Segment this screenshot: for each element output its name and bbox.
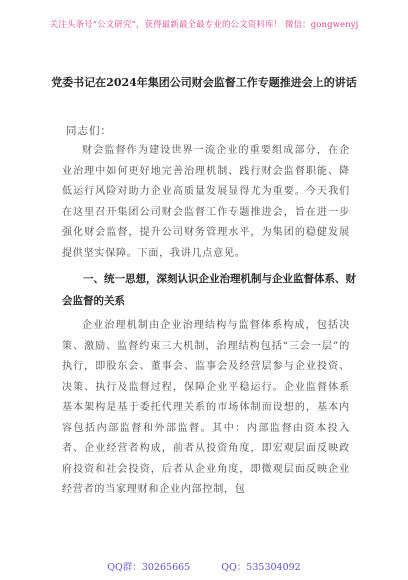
promo-banner: 关注头条号“公文研究”，获得最新最全最专业的公文资料库！ 微信：gongwenyj [49, 20, 359, 30]
paragraph-section-1: 企业治理机制由企业治理结构与监督体系构成，包括决策、激励、监督约束三大机制，治理结构包括“三会一层”的执行，即股东会、董事会、监事会及经营层参与企业投资、决策、执行及监督过程，保障企业平稳运行。企业监督体系基本架构是基于委托代理关系的市场体制而设想的，基本内容包括内部监督和外部监督。其中：内部监督由资本投入者、企业经营者构成，前者从投资角度，即宏观层面反映政府投资和社会投资，后者从企业角度，即微观层面反映企业经营者的当家理财和企业内部控制，包 [62, 320, 350, 495]
contact-footer [0, 559, 408, 573]
paragraph-intro: 财会监督作为建设世界一流企业的重要组成部分，在企业治理中如何更好地完善治理机制、践行财会监督职能、降低运行风险对助力企业高质量发展显得尤为重要。今天我们在这里召开集团公司财会监督工作专题推进会，旨在进一步强化财会监督，提升公司财务管理水平，为集团的稳健发展提供坚实保障。下面，我讲几点意见。 [62, 145, 350, 259]
section-heading-1: 一、统一思想，深刻认识企业治理机制与企业监督体系、财会监督的关系 [62, 273, 356, 307]
qq-number: QQ：535304092 [221, 562, 301, 573]
document-title: 党委书记在2024年集团公司财会监督工作专题推进会上的讲话 [51, 76, 357, 89]
greeting: 同志们： [66, 125, 112, 137]
qq-group-number: QQ群：30265665 [107, 562, 191, 573]
